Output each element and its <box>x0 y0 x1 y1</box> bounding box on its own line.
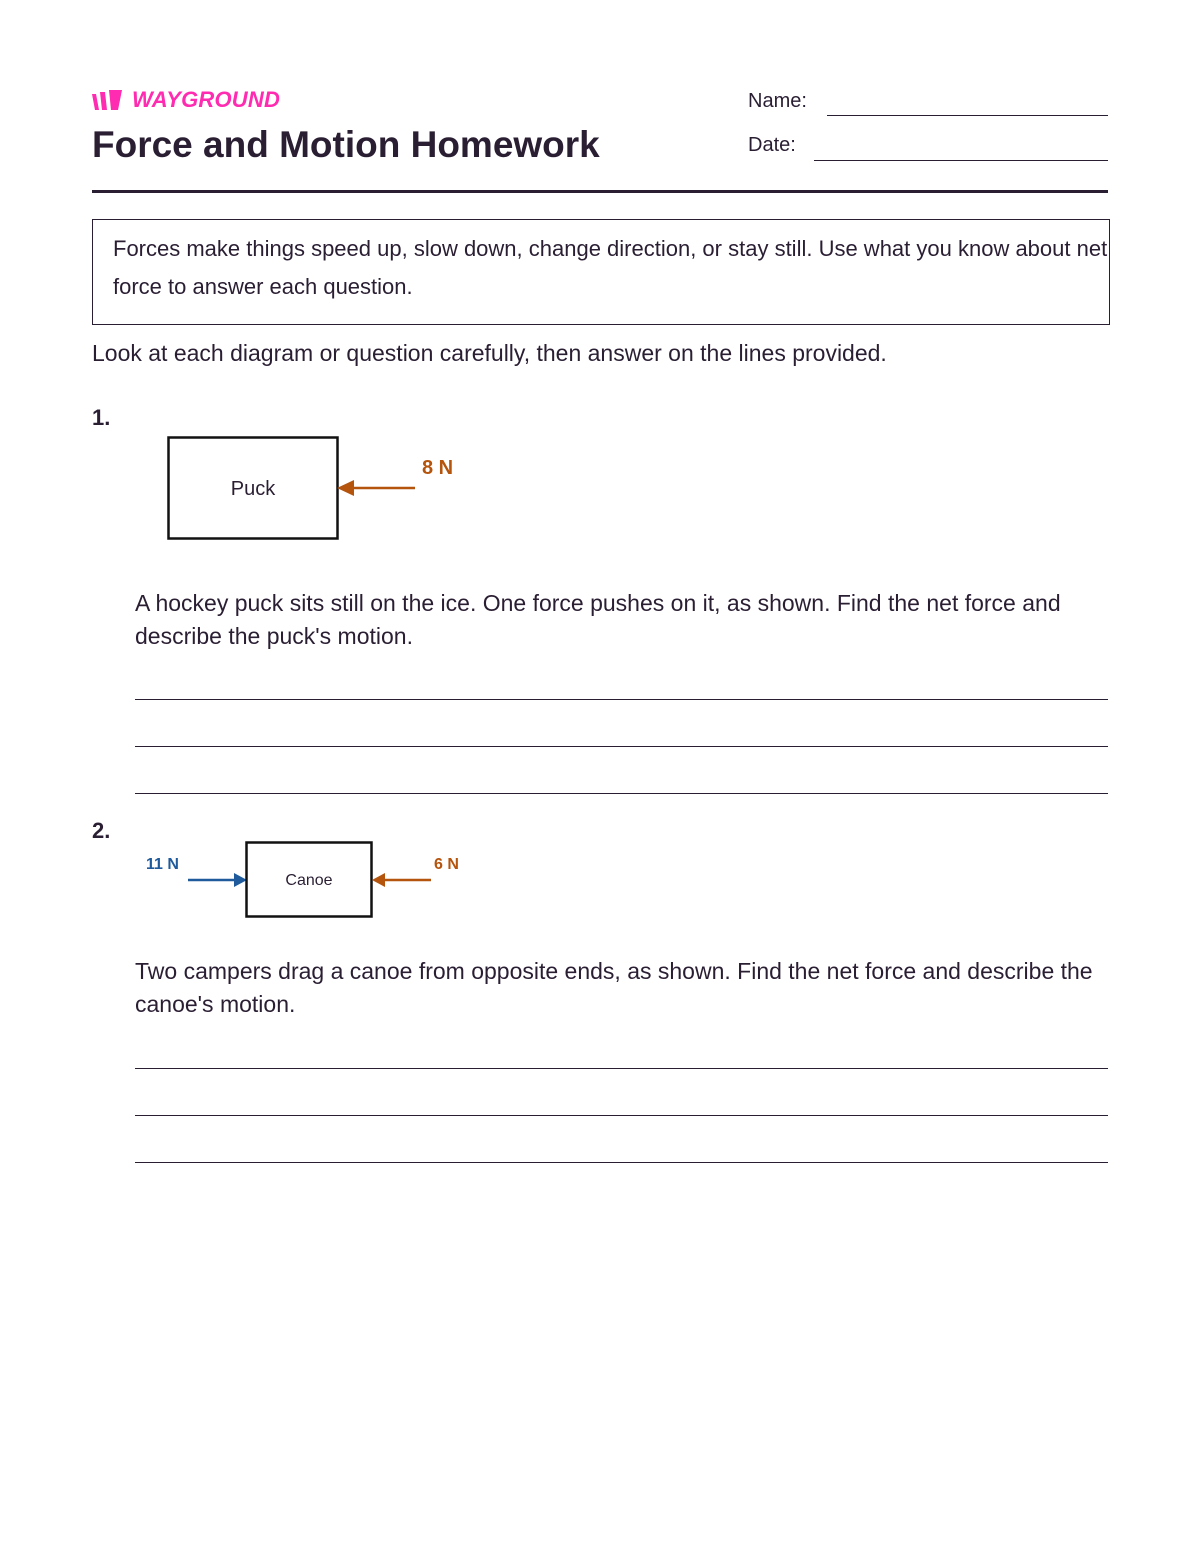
force-label: 11 N <box>146 856 179 873</box>
instructions: Look at each diagram or question carefully, then answer on the lines provided. <box>92 340 887 366</box>
canoe-force-diagram <box>140 835 480 925</box>
question-number: 1. <box>92 405 111 430</box>
left-arrow-icon <box>337 480 354 496</box>
brand-name: WAYGROUND <box>132 87 281 112</box>
right-arrow-icon <box>234 873 247 887</box>
page-title: Force and Motion Homework <box>92 124 600 165</box>
intro-text: Forces make things speed up, slow down, change direction, or stay still. Use what you know about net force to answer each question. <box>113 236 1108 299</box>
force-label: 8 N <box>422 457 454 479</box>
answer-line[interactable] <box>135 746 1108 747</box>
answer-line[interactable] <box>135 1115 1108 1116</box>
question-text: A hockey puck sits still on the ice. One force pushes on it, as shown. Find the net force and describe the puck's motion. <box>135 590 1061 649</box>
date-field[interactable] <box>814 160 1108 161</box>
left-arrow-icon <box>372 873 385 887</box>
canoe-label: Canoe <box>285 872 333 889</box>
date-label: Date: <box>748 134 796 156</box>
intro-box <box>92 219 1110 325</box>
force-label: 6 N <box>434 856 459 873</box>
question-number: 2. <box>92 818 111 843</box>
puck-force-diagram <box>160 430 480 550</box>
wayground-logo-icon <box>92 88 126 112</box>
answer-line[interactable] <box>135 699 1108 700</box>
answer-line[interactable] <box>135 1068 1108 1069</box>
name-label: Name: <box>748 90 807 112</box>
brand-logo <box>92 86 280 114</box>
answer-line[interactable] <box>135 793 1108 794</box>
answer-line[interactable] <box>135 1162 1108 1163</box>
header-divider <box>92 190 1108 193</box>
name-field[interactable] <box>827 115 1108 116</box>
puck-label: Puck <box>230 478 276 500</box>
question-text: Two campers drag a canoe from opposite ends, as shown. Find the net force and describe the canoe's motion. <box>135 958 1093 1017</box>
